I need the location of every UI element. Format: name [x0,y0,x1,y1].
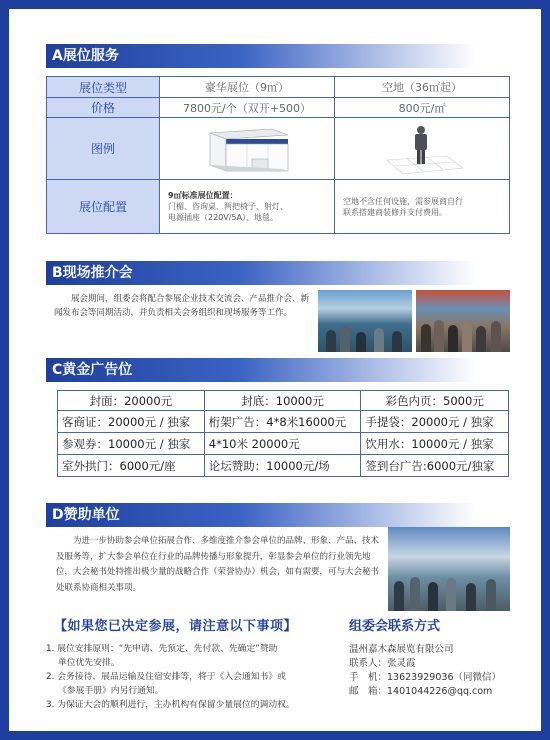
space-booth-config [335,180,510,234]
list-item: 3. 为保证大会的顺利进行，主办机构有保留少量展位的调动权。 [46,700,295,710]
ad-cell: 参观券：10000元 / 独家 [58,433,205,455]
booth-service-table [46,76,510,234]
ad-cell: 封面：20000元 [58,391,205,411]
section-d-description: 为进一步协助参会单位拓展合作、多维度推介参会单位的品牌、形象、产品、技术及服务等，扩大参会单位在行业的品牌传播与形象提升，彰显参会单位的行业领先地位，大会秘书处特推出极少量的战略合作（荣誉协办）机会，如有需要，可与大会秘书处联系协商相关事项。 [56,536,380,593]
ad-cell: 4*10米 20000元 [204,433,361,455]
space-booth-illustration [335,118,510,180]
exhibition-crowd-photo [416,290,510,352]
conference-hall-photo [388,527,510,611]
table-row [58,455,509,477]
list-item: 《参展手册》内另行通知。 [58,686,164,696]
ad-cell: 室外拱门：6000元/座 [58,455,205,477]
ad-cell: 签到台广告:6000元/独家 [361,455,509,477]
notice-heading: 【如果您已决定参展，请注意以下事项】 [54,619,298,634]
deluxe-config-line: 门楣、咨询桌、两把椅子、射灯、 [168,202,288,211]
open-space-illustration [377,122,467,176]
table-row [58,391,509,411]
ad-cell: 手提袋：20000元 / 独家 [361,411,509,433]
contact-email: 邮 箱：1401044226@qq.com [349,686,493,697]
ad-cell: 彩色内页：5000元 [361,391,509,411]
contact-person: 联系人：张灵霞 [349,658,416,669]
notice-list [46,642,346,712]
row-label-type: 展位类型 [47,77,160,98]
table-row [47,98,510,118]
row-label-config: 展位配置 [47,180,160,234]
exhibition-hall-photo [318,290,412,352]
deluxe-booth-price: 7800元/个（双开+500） [160,98,335,118]
contact-info [349,643,501,699]
ad-cell: 论坛赞助：10000元/场 [204,455,361,477]
section-b-heading: B现场推介会 [46,261,476,285]
ad-cell: 封底：10000元 [204,391,361,411]
list-item: 2. 会务接待、展品运输及住宿安排等，将于《入会通知书》或 [46,672,286,682]
section-d-heading: D赞助单位 [46,503,476,527]
table-row [58,411,509,433]
deluxe-config-line: 电源插座（220V/5A）、地毯。 [168,213,278,222]
deluxe-booth-illustration [160,118,335,180]
advertising-table [57,390,509,477]
space-config-line: 联系搭建商装修并支付费用。 [343,207,447,217]
contact-company: 温州嘉木森展览有限公司 [349,644,454,655]
section-a-heading: A展位服务 [46,44,476,68]
deluxe-config-title: 9㎡标准展位配置： [168,191,238,200]
table-row [47,77,510,98]
contact-phone: 手 机：13623929036（同微信） [349,672,501,683]
standard-booth-illustration [202,123,292,175]
table-row [58,433,509,455]
ad-cell: 桁架广告：4*8米16000元 [204,411,361,433]
row-label-image: 图例 [47,118,160,180]
space-config-line: 空地不含任何设施，需参展商自行 [343,196,463,206]
list-item: 1. 展位安排原则：“先申请、先预定、先付款、先确定”赞助 [46,644,278,654]
deluxe-booth-config [160,180,335,234]
ad-cell: 客商证：20000元 / 独家 [58,411,205,433]
contact-heading: 组委会联系方式 [349,619,441,634]
space-booth-type: 空地（36㎡起） [335,77,510,98]
row-label-price: 价格 [47,98,160,118]
space-booth-price: 800元/㎡ [335,98,510,118]
section-b-description: 展会期间，组委会将配合参展企业技术交流会、产品推介会、新闻发布会等同期活动，并负责相关会务组织和现场服务等工作。 [54,294,310,318]
section-c-heading: C黄金广告位 [46,358,476,382]
table-row [47,180,510,234]
deluxe-booth-type: 豪华展位（9㎡） [160,77,335,98]
table-row [47,118,510,180]
ad-cell: 饮用水：10000元 / 独家 [361,433,509,455]
list-item: 单位优先安排。 [58,658,120,668]
